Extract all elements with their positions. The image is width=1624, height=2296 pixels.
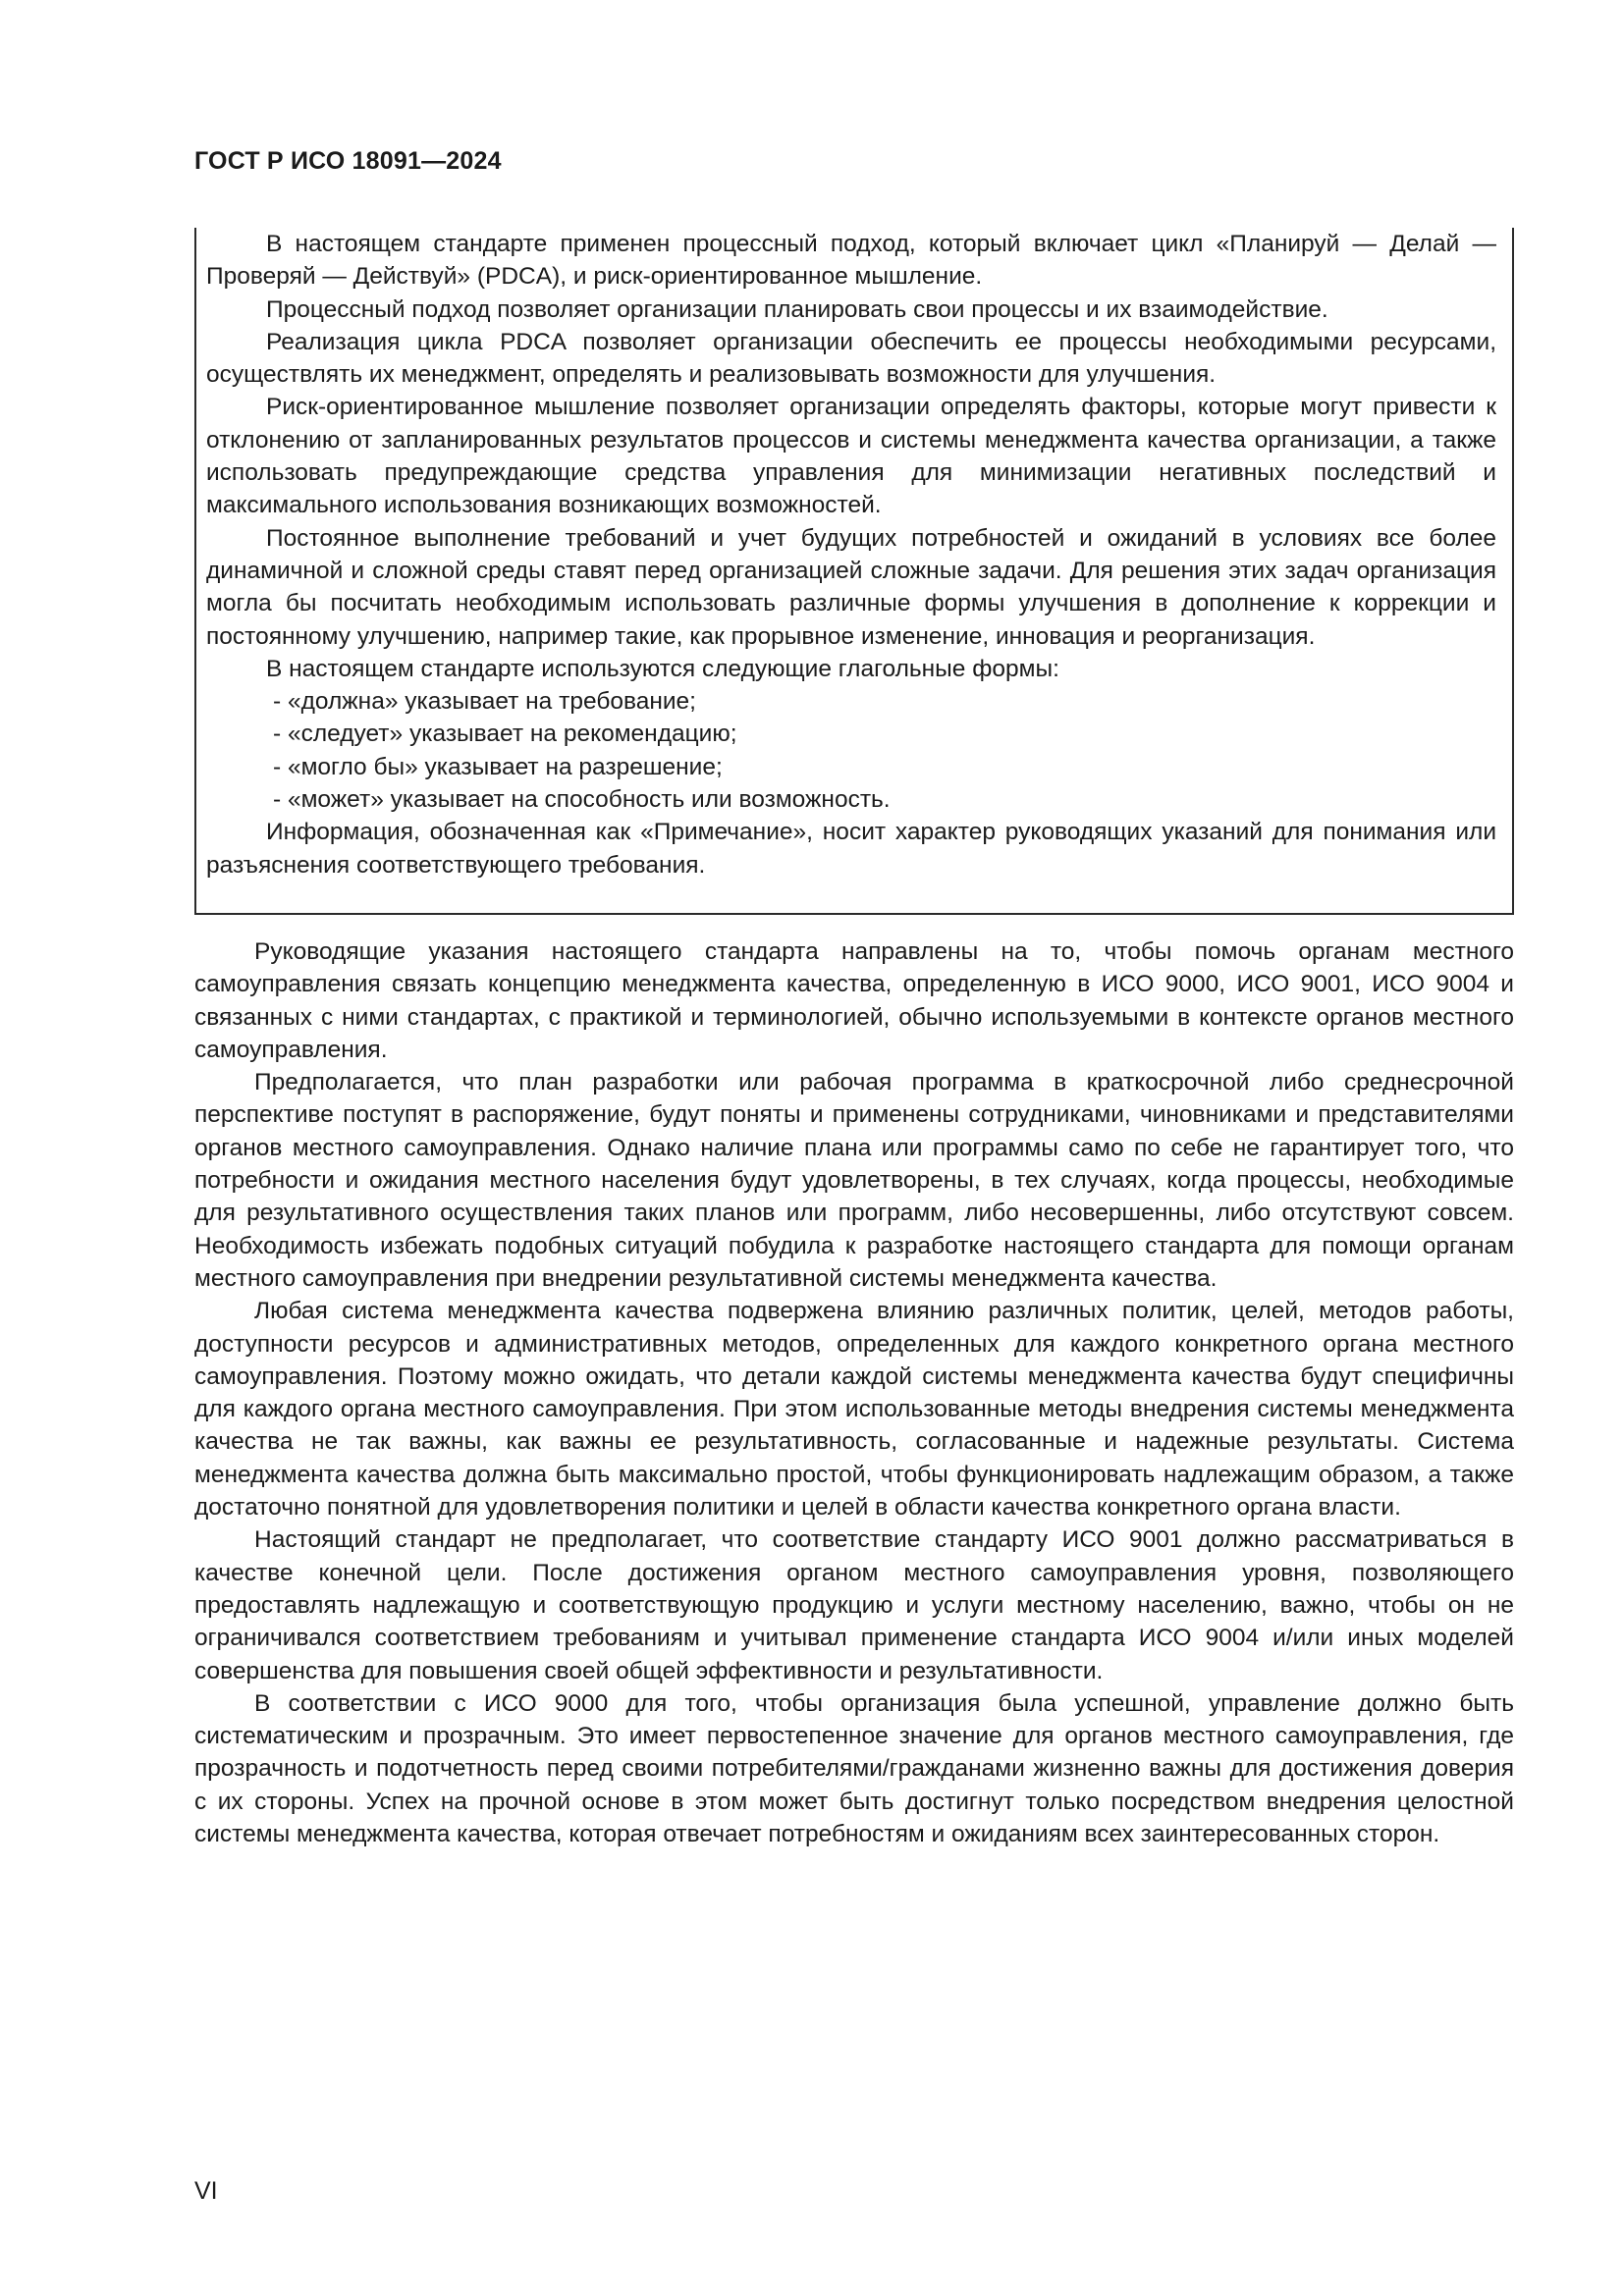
standard-header: ГОСТ Р ИСО 18091—2024 bbox=[194, 147, 502, 175]
verb-form-list-item: - «следует» указывает на рекомендацию; bbox=[273, 721, 737, 748]
verb-form-list-item: - «может» указывает на способность или возможность. bbox=[273, 786, 891, 814]
body-paragraph: Руководящие указания настоящего стандарта направлены на то, чтобы помочь органам местного самоуправления связать концепцию менеджмента качества, определенную в ИСО 9000, ИСО 9001, ИСО 9004 и связанных с ними стандартах, с практикой и терминологией, обычно используемыми в контексте органов местного самоуправления. bbox=[194, 938, 1514, 1063]
framed-paragraph: Риск-ориентированное мышление позволяет организации определять факторы, которые могут привести к отклонению от запланированных результатов процессов и системы менеджмента качества организации, а также использовать предупреждающие средства управления для минимизации негативных последствий и максимального использования возникающих возможностей. bbox=[206, 394, 1496, 519]
framed-paragraph: Реализация цикла PDCA позволяет организации обеспечить ее процессы необходимыми ресурсами, осуществлять их менеджмент, определять и реализовывать возможности для улучшения. bbox=[206, 328, 1496, 389]
framed-paragraph: Постоянное выполнение требований и учет будущих потребностей и ожиданий в условиях все более динамичной и сложной среды ставят перед организацией сложные задачи. Для решения этих задач организация могла бы посчитать необходимым использовать различные формы улучшения в дополнение к коррекции и постоянному улучшению, например такие, как прорывное изменение, инновация и реорганизация. bbox=[206, 524, 1496, 650]
page-number: VI bbox=[194, 2177, 218, 2205]
main-body-text bbox=[194, 935, 1514, 1850]
framed-intro-block bbox=[194, 228, 1514, 915]
framed-closing-paragraph: Информация, обозначенная как «Примечание», носит характер руководящих указаний для понимания или разъяснения соответствующего требования. bbox=[206, 819, 1496, 879]
body-paragraph: Настоящий стандарт не предполагает, что соответствие стандарту ИСО 9001 должно рассматриваться в качестве конечной цели. После достижения органом местного самоуправления уровня, позволяющего предоставлять надлежащую и соответствующую продукцию и услуги местному населению, важно, чтобы он не ограничивался соответствием требованиям и учитывал применение стандарта ИСО 9004 и/или иных моделей совершенства для повышения своей общей эффективности и результативности. bbox=[194, 1526, 1514, 1684]
body-paragraph: В соответствии с ИСО 9000 для того, чтобы организация была успешной, управление должно быть систематическим и прозрачным. Это имеет первостепенное значение для органов местного самоуправления, где прозрачность и подотчетность перед своими потребителями/гражданами жизненно важны для достижения доверия с их стороны. Успех на прочной основе в этом может быть достигнут только посредством внедрения целостной системы менеджмента качества, которая отвечает потребностям и ожиданиям всех заинтересованных сторон. bbox=[194, 1689, 1514, 1848]
framed-paragraph: Процессный подход позволяет организации планировать свои процессы и их взаимодействие. bbox=[266, 295, 1328, 323]
framed-paragraph: В настоящем стандарте применен процессный подход, который включает цикл «Планируй — Делай — Проверяй — Действуй» (PDCA), и риск-ориентированное мышление. bbox=[206, 231, 1496, 291]
framed-paragraph: В настоящем стандарте используются следующие глагольные формы: bbox=[266, 655, 1059, 682]
body-paragraph: Любая система менеджмента качества подвержена влиянию различных политик, целей, методов работы, доступности ресурсов и административных методов, определенных для каждого конкретного органа местного самоуправления. Поэтому можно ожидать, что детали каждой системы менеджмента качества будут специфичны для каждого органа местного самоуправления. При этом использованные методы внедрения системы менеджмента качества не так важны, как важны ее результативность, согласованные и надежные результаты. Система менеджмента качества должна быть максимально простой, чтобы функционировать надлежащим образом, а также достаточно понятной для удовлетворения политики и целей в области качества конкретного органа власти. bbox=[194, 1298, 1514, 1522]
verb-form-list-item: - «должна» указывает на требование; bbox=[273, 688, 696, 716]
verb-form-list-item: - «могло бы» указывает на разрешение; bbox=[273, 753, 723, 780]
body-paragraph: Предполагается, что план разработки или рабочая программа в краткосрочной либо среднесрочной перспективе поступят в распоряжение, будут поняты и применены сотрудниками, чиновниками и представителями органов местного самоуправления. Однако наличие плана или программы само по себе не гарантирует того, что потребности и ожидания местного населения будут удовлетворены, в тех случаях, когда процессы, необходимые для результативного осуществления таких планов или программ, либо несовершенны, либо отсутствуют совсем. Необходимость избежать подобных ситуаций побудила к разработке настоящего стандарта для помощи органам местного самоуправления при внедрении результативной системы менеджмента качества. bbox=[194, 1069, 1514, 1292]
